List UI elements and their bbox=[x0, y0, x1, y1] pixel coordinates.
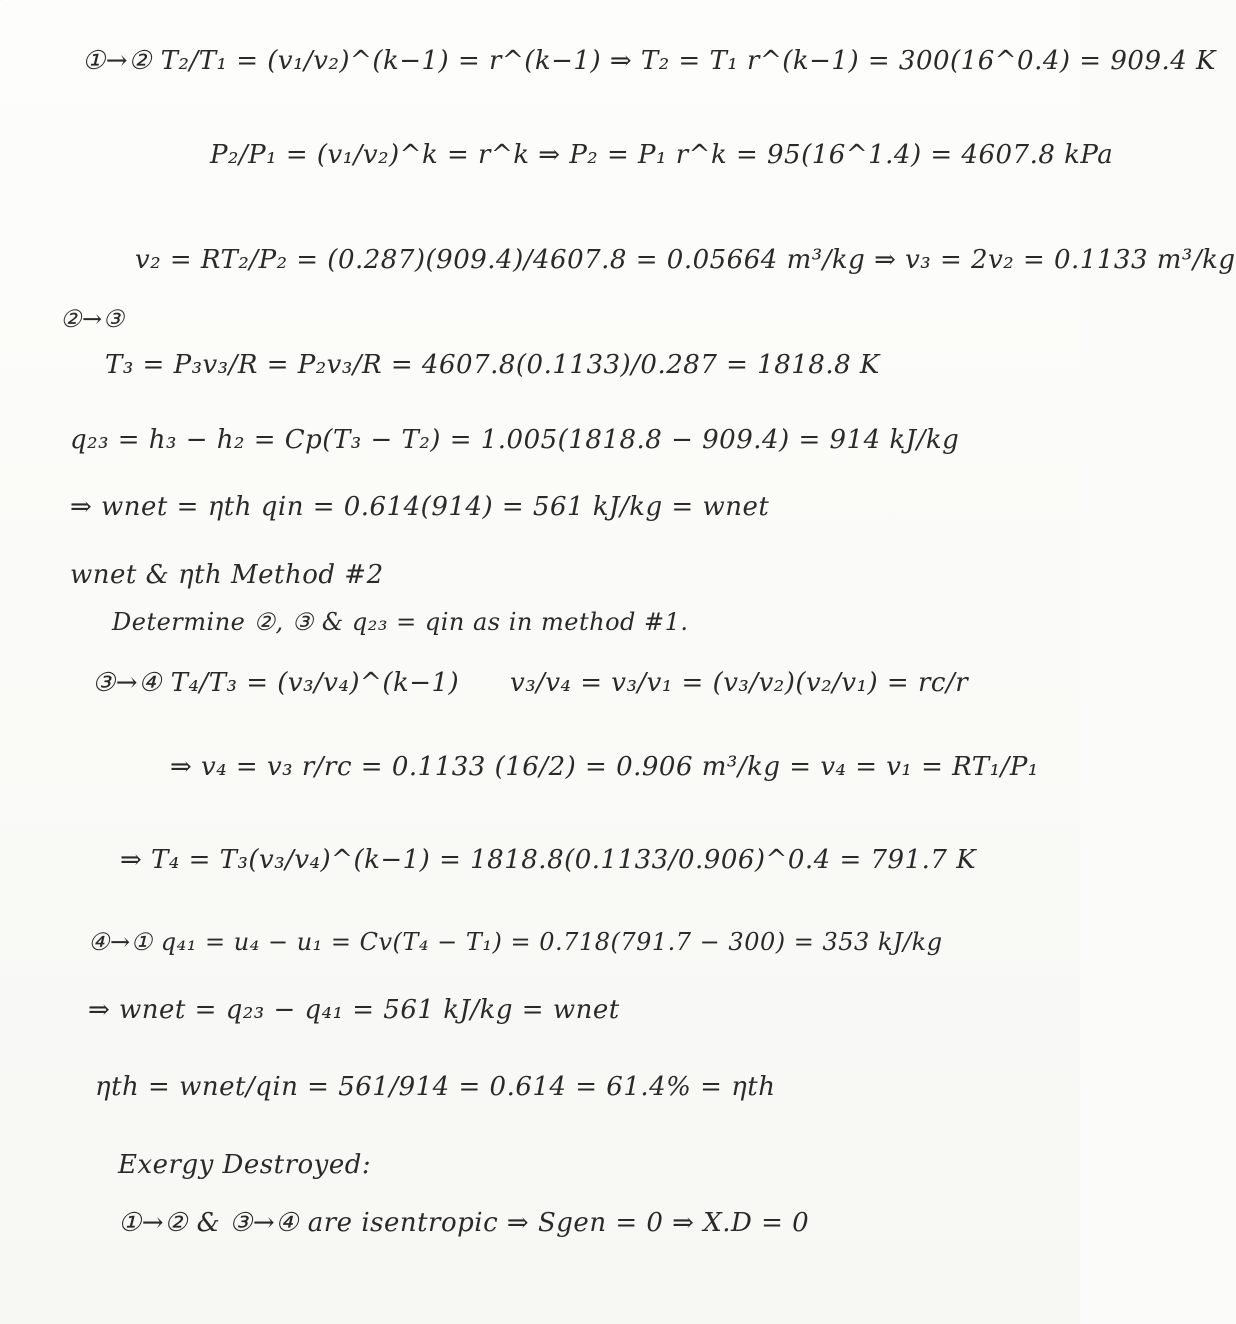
note-line: Exergy Destroyed: bbox=[118, 1150, 372, 1180]
paper-fold-line bbox=[0, 0, 93, 44]
note-line: ⇒ v₄ = v₃ r/rc = 0.1133 (16/2) = 0.906 m³/kg = v₄ = v₁ = RT₁/P₁ bbox=[170, 752, 1039, 782]
note-line: ③→④ T₄/T₃ = (v₃/v₄)^(k−1) bbox=[92, 668, 460, 698]
note-line: ⇒ wnet = ηth qin = 0.614(914) = 561 kJ/kg = wnet bbox=[70, 492, 770, 522]
note-line: ⇒ wnet = q₂₃ − q₄₁ = 561 kJ/kg = wnet bbox=[88, 995, 620, 1025]
note-line: wnet & ηth Method #2 bbox=[70, 560, 384, 590]
note-line: ②→③ bbox=[60, 305, 125, 333]
note-line: ①→② & ③→④ are isentropic ⇒ Sgen = 0 ⇒ X.D = 0 bbox=[118, 1208, 810, 1238]
note-line: q₂₃ = h₃ − h₂ = Cp(T₃ − T₂) = 1.005(1818.8 − 909.4) = 914 kJ/kg bbox=[70, 425, 960, 455]
note-line: P₂/P₁ = (v₁/v₂)^k = r^k ⇒ P₂ = P₁ r^k = 95(16^1.4) = 4607.8 kPa bbox=[210, 140, 1114, 170]
note-line: v₃/v₄ = v₃/v₁ = (v₃/v₂)(v₂/v₁) = rc/r bbox=[510, 668, 969, 698]
note-line: ④→① q₄₁ = u₄ − u₁ = Cv(T₄ − T₁) = 0.718(791.7 − 300) = 353 kJ/kg bbox=[88, 928, 943, 956]
note-line: v₂ = RT₂/P₂ = (0.287)(909.4)/4607.8 = 0.05664 m³/kg ⇒ v₃ = 2v₂ = 0.1133 m³/kg bbox=[135, 245, 1236, 275]
note-line: ①→② T₂/T₁ = (v₁/v₂)^(k−1) = r^(k−1) ⇒ T₂ = T₁ r^(k−1) = 300(16^0.4) = 909.4 K bbox=[82, 46, 1216, 76]
note-line: Determine ②, ③ & q₂₃ = qin as in method #1. bbox=[112, 608, 689, 636]
note-line: ⇒ T₄ = T₃(v₃/v₄)^(k−1) = 1818.8(0.1133/0.906)^0.4 = 791.7 K bbox=[120, 845, 977, 875]
note-line: ηth = wnet/qin = 561/914 = 0.614 = 61.4% = ηth bbox=[95, 1072, 776, 1102]
note-line: T₃ = P₃v₃/R = P₂v₃/R = 4607.8(0.1133)/0.287 = 1818.8 K bbox=[105, 350, 880, 380]
